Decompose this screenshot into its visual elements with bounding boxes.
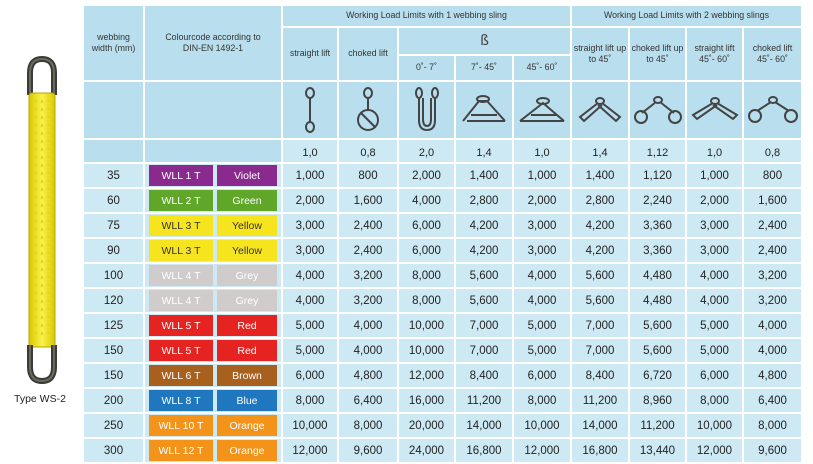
choked-lift-icon xyxy=(353,86,383,134)
icon-cell xyxy=(398,81,455,139)
color-name-swatch: Orange xyxy=(217,440,277,461)
wll-value-cell: 1,000 xyxy=(513,163,571,188)
wll-value-cell: 3,200 xyxy=(743,263,802,288)
wll-value-cell: 3,360 xyxy=(629,213,686,238)
table-row xyxy=(83,188,802,213)
wll-value-cell: 6,000 xyxy=(398,238,455,263)
wll-value-cell: 4,800 xyxy=(338,363,398,388)
colour-code-cell xyxy=(144,388,282,413)
colour-code-cell xyxy=(144,213,282,238)
wll-value-cell: 5,600 xyxy=(629,338,686,363)
colour-code-cell xyxy=(144,263,282,288)
wll-value-cell: 7,000 xyxy=(455,313,513,338)
wll-value-cell: 14,000 xyxy=(455,413,513,438)
beta-angle-header: ß xyxy=(398,27,571,55)
one-sling-header: Working Load Limits with 1 webbing sling xyxy=(282,5,571,27)
webbing-width-cell: 200 xyxy=(83,388,144,413)
webbing-width-cell: 250 xyxy=(83,413,144,438)
icon-cell xyxy=(282,81,338,139)
wll-swatch: WLL 10 T xyxy=(149,415,213,436)
wll-value-cell: 6,400 xyxy=(743,388,802,413)
wll-value-cell: 4,480 xyxy=(629,263,686,288)
wll-value-cell: 6,720 xyxy=(629,363,686,388)
two-slings-straight-45-60-icon xyxy=(689,95,741,125)
wll-value-cell: 800 xyxy=(338,163,398,188)
wll-value-cell: 3,000 xyxy=(282,238,338,263)
color-name-swatch: Brown xyxy=(217,365,277,386)
wll-value-cell: 5,000 xyxy=(513,313,571,338)
wll-value-cell: 3,200 xyxy=(338,288,398,313)
wll-value-cell: 4,200 xyxy=(455,213,513,238)
basket-angle-7-45-icon xyxy=(459,93,509,127)
table-row xyxy=(83,313,802,338)
wll-value-cell: 14,000 xyxy=(571,413,629,438)
webbing-width-cell: 90 xyxy=(83,238,144,263)
wll-value-cell: 7,000 xyxy=(571,313,629,338)
two-slings-choked-45-icon xyxy=(632,95,684,125)
icon-cell xyxy=(455,81,513,139)
wll-value-cell: 4,000 xyxy=(513,288,571,313)
two-slings-choked-45-60-icon xyxy=(747,95,799,125)
wll-value-cell: 4,000 xyxy=(338,338,398,363)
colour-code-cell xyxy=(144,313,282,338)
wll-value-cell: 5,600 xyxy=(571,263,629,288)
color-name-swatch: Green xyxy=(217,190,277,211)
colour-code-cell xyxy=(144,438,282,463)
wll-value-cell: 5,000 xyxy=(282,313,338,338)
angle-7-45-header: 7˚- 45˚ xyxy=(455,55,513,81)
wll-value-cell: 16,800 xyxy=(571,438,629,463)
wll-value-cell: 2,240 xyxy=(629,188,686,213)
wll-value-cell: 1,600 xyxy=(338,188,398,213)
color-name-swatch: Grey xyxy=(217,290,277,311)
table-row xyxy=(83,363,802,388)
wll-value-cell: 12,000 xyxy=(686,438,743,463)
wll-value-cell: 8,000 xyxy=(398,263,455,288)
wll-value-cell: 1,000 xyxy=(686,163,743,188)
straight-lift-up-to-45-header: straight lift up to 45˚ xyxy=(571,27,629,81)
icon-cell xyxy=(743,81,802,139)
colour-code-cell xyxy=(144,163,282,188)
wll-value-cell: 5,600 xyxy=(455,288,513,313)
wll-value-cell: 10,000 xyxy=(282,413,338,438)
wll-swatch: WLL 12 T xyxy=(149,440,213,461)
wll-value-cell: 12,000 xyxy=(513,438,571,463)
wll-value-cell: 4,200 xyxy=(571,213,629,238)
angle-45-60-header: 45˚- 60˚ xyxy=(513,55,571,81)
wll-value-cell: 2,400 xyxy=(338,238,398,263)
wll-value-cell: 2,000 xyxy=(686,188,743,213)
wll-value-cell: 3,000 xyxy=(686,238,743,263)
webbing-width-header: webbing width (mm) xyxy=(83,5,144,81)
wll-value-cell: 4,200 xyxy=(455,238,513,263)
wll-value-cell: 9,600 xyxy=(338,438,398,463)
wll-value-cell: 4,000 xyxy=(686,263,743,288)
wll-value-cell: 4,000 xyxy=(338,313,398,338)
table-row xyxy=(83,413,802,438)
wll-value-cell: 4,200 xyxy=(571,238,629,263)
angle-0-7-header: 0˚- 7˚ xyxy=(398,55,455,81)
wll-value-cell: 5,000 xyxy=(686,313,743,338)
webbing-width-cell: 120 xyxy=(83,288,144,313)
webbing-width-cell: 75 xyxy=(83,213,144,238)
icon-cell xyxy=(513,81,571,139)
factor-angle-45-60: 1,0 xyxy=(513,139,571,163)
wll-value-cell: 11,200 xyxy=(571,388,629,413)
wll-swatch: WLL 6 T xyxy=(149,365,213,386)
colour-code-cell xyxy=(144,288,282,313)
wll-value-cell: 4,000 xyxy=(743,313,802,338)
wll-value-cell: 8,000 xyxy=(743,413,802,438)
wll-swatch: WLL 2 T xyxy=(149,190,213,211)
wll-value-cell: 4,800 xyxy=(743,363,802,388)
wll-swatch: WLL 5 T xyxy=(149,315,213,336)
wll-value-cell: 6,000 xyxy=(282,363,338,388)
webbing-width-cell: 150 xyxy=(83,338,144,363)
wll-value-cell: 8,000 xyxy=(282,388,338,413)
table-row xyxy=(83,388,802,413)
blank-cell xyxy=(144,139,282,163)
wll-value-cell: 12,000 xyxy=(282,438,338,463)
wll-value-cell: 10,000 xyxy=(398,338,455,363)
wll-value-cell: 5,000 xyxy=(282,338,338,363)
colour-code-cell xyxy=(144,238,282,263)
wll-value-cell: 11,200 xyxy=(455,388,513,413)
blank-cell xyxy=(83,81,144,139)
color-name-swatch: Red xyxy=(217,315,277,336)
wll-value-cell: 6,400 xyxy=(338,388,398,413)
wll-value-cell: 5,000 xyxy=(686,338,743,363)
product-image-panel xyxy=(0,0,80,450)
icon-cell xyxy=(686,81,743,139)
wll-value-cell: 1,400 xyxy=(455,163,513,188)
table-body xyxy=(83,163,802,463)
wll-value-cell: 800 xyxy=(743,163,802,188)
webbing-width-cell: 300 xyxy=(83,438,144,463)
table-row xyxy=(83,263,802,288)
wll-value-cell: 3,000 xyxy=(282,213,338,238)
wll-value-cell: 20,000 xyxy=(398,413,455,438)
wll-swatch: WLL 3 T xyxy=(149,240,213,261)
two-slings-straight-45-icon xyxy=(574,95,626,125)
wll-value-cell: 2,000 xyxy=(513,188,571,213)
icon-cell xyxy=(571,81,629,139)
wll-value-cell: 2,000 xyxy=(398,163,455,188)
wll-value-cell: 4,480 xyxy=(629,288,686,313)
straight-lift-header: straight lift xyxy=(282,27,338,81)
wll-value-cell: 10,000 xyxy=(686,413,743,438)
colourcode-header: Colourcode according to DIN-EN 1492-1 xyxy=(144,5,282,81)
wll-swatch: WLL 4 T xyxy=(149,290,213,311)
wll-value-cell: 11,200 xyxy=(629,413,686,438)
wll-value-cell: 2,400 xyxy=(743,238,802,263)
wll-value-cell: 16,000 xyxy=(398,388,455,413)
table-row xyxy=(83,163,802,188)
wll-value-cell: 5,600 xyxy=(455,263,513,288)
wll-value-cell: 8,400 xyxy=(571,363,629,388)
webbing-width-cell: 60 xyxy=(83,188,144,213)
wll-value-cell: 8,000 xyxy=(513,388,571,413)
icon-cell xyxy=(338,81,398,139)
wll-swatch: WLL 8 T xyxy=(149,390,213,411)
wll-value-cell: 1,120 xyxy=(629,163,686,188)
webbing-width-cell: 100 xyxy=(83,263,144,288)
blank-cell xyxy=(144,81,282,139)
two-slings-header: Working Load Limits with 2 webbing slings xyxy=(571,5,802,27)
factor-two-straight-45-60: 1,0 xyxy=(686,139,743,163)
wll-value-cell: 7,000 xyxy=(455,338,513,363)
table-row xyxy=(83,338,802,363)
wll-value-cell: 4,000 xyxy=(282,263,338,288)
wll-value-cell: 10,000 xyxy=(398,313,455,338)
wll-value-cell: 3,200 xyxy=(743,288,802,313)
wll-value-cell: 2,800 xyxy=(571,188,629,213)
basket-vertical-icon xyxy=(412,86,442,134)
webbing-sling-illustration xyxy=(22,55,62,385)
wll-value-cell: 3,000 xyxy=(513,238,571,263)
color-name-swatch: Yellow xyxy=(217,240,277,261)
wll-swatch: WLL 5 T xyxy=(149,340,213,361)
table-row xyxy=(83,288,802,313)
wll-value-cell: 3,200 xyxy=(338,263,398,288)
factor-two-straight-45: 1,4 xyxy=(571,139,629,163)
basket-angle-45-60-icon xyxy=(517,93,567,127)
choked-lift-up-to-45-header: choked lift up to 45˚ xyxy=(629,27,686,81)
webbing-width-cell: 125 xyxy=(83,313,144,338)
wll-value-cell: 4,000 xyxy=(282,288,338,313)
icon-cell xyxy=(629,81,686,139)
wll-value-cell: 10,000 xyxy=(513,413,571,438)
wll-value-cell: 5,000 xyxy=(513,338,571,363)
factor-two-choked-45-60: 0,8 xyxy=(743,139,802,163)
table-row xyxy=(83,213,802,238)
wll-value-cell: 13,440 xyxy=(629,438,686,463)
color-name-swatch: Violet xyxy=(217,165,277,186)
blank-cell xyxy=(83,139,144,163)
straight-lift-45-60-header: straight lift 45˚- 60˚ xyxy=(686,27,743,81)
wll-value-cell: 8,960 xyxy=(629,388,686,413)
wll-value-cell: 3,000 xyxy=(513,213,571,238)
webbing-width-cell: 35 xyxy=(83,163,144,188)
table-row xyxy=(83,238,802,263)
wll-value-cell: 3,360 xyxy=(629,238,686,263)
wll-value-cell: 6,000 xyxy=(398,213,455,238)
color-name-swatch: Grey xyxy=(217,265,277,286)
colour-code-cell xyxy=(144,188,282,213)
wll-value-cell: 1,000 xyxy=(282,163,338,188)
wll-swatch: WLL 3 T xyxy=(149,215,213,236)
wll-value-cell: 1,600 xyxy=(743,188,802,213)
wll-value-cell: 24,000 xyxy=(398,438,455,463)
wll-value-cell: 4,000 xyxy=(513,263,571,288)
factor-two-choked-45: 1,12 xyxy=(629,139,686,163)
wll-value-cell: 9,600 xyxy=(743,438,802,463)
color-name-swatch: Yellow xyxy=(217,215,277,236)
wll-value-cell: 8,000 xyxy=(338,413,398,438)
wll-value-cell: 12,000 xyxy=(398,363,455,388)
factor-angle-0-7: 2,0 xyxy=(398,139,455,163)
wll-value-cell: 8,000 xyxy=(398,288,455,313)
wll-value-cell: 6,000 xyxy=(686,363,743,388)
straight-lift-icon xyxy=(300,86,320,134)
wll-value-cell: 4,000 xyxy=(398,188,455,213)
color-name-swatch: Blue xyxy=(217,390,277,411)
wll-swatch: WLL 1 T xyxy=(149,165,213,186)
wll-value-cell: 4,000 xyxy=(743,338,802,363)
wll-value-cell: 8,000 xyxy=(686,388,743,413)
color-name-swatch: Red xyxy=(217,340,277,361)
colour-code-cell xyxy=(144,363,282,388)
choked-lift-45-60-header: choked lift 45˚- 60˚ xyxy=(743,27,802,81)
product-type-label: Type WS-2 xyxy=(14,393,66,405)
working-load-limits-table xyxy=(82,4,803,464)
wll-value-cell: 5,600 xyxy=(629,313,686,338)
webbing-width-cell: 150 xyxy=(83,363,144,388)
wll-value-cell: 3,000 xyxy=(686,213,743,238)
wll-value-cell: 2,000 xyxy=(282,188,338,213)
factor-angle-7-45: 1,4 xyxy=(455,139,513,163)
wll-value-cell: 7,000 xyxy=(571,338,629,363)
wll-value-cell: 5,600 xyxy=(571,288,629,313)
factor-choked-lift: 0,8 xyxy=(338,139,398,163)
wll-value-cell: 1,400 xyxy=(571,163,629,188)
choked-lift-header: choked lift xyxy=(338,27,398,81)
colour-code-cell xyxy=(144,413,282,438)
wll-value-cell: 6,000 xyxy=(513,363,571,388)
colour-code-cell xyxy=(144,338,282,363)
table-row xyxy=(83,438,802,463)
wll-value-cell: 2,400 xyxy=(338,213,398,238)
factor-straight-lift: 1,0 xyxy=(282,139,338,163)
wll-value-cell: 4,000 xyxy=(686,288,743,313)
wll-value-cell: 16,800 xyxy=(455,438,513,463)
wll-value-cell: 2,800 xyxy=(455,188,513,213)
color-name-swatch: Orange xyxy=(217,415,277,436)
wll-value-cell: 8,400 xyxy=(455,363,513,388)
wll-value-cell: 2,400 xyxy=(743,213,802,238)
wll-swatch: WLL 4 T xyxy=(149,265,213,286)
